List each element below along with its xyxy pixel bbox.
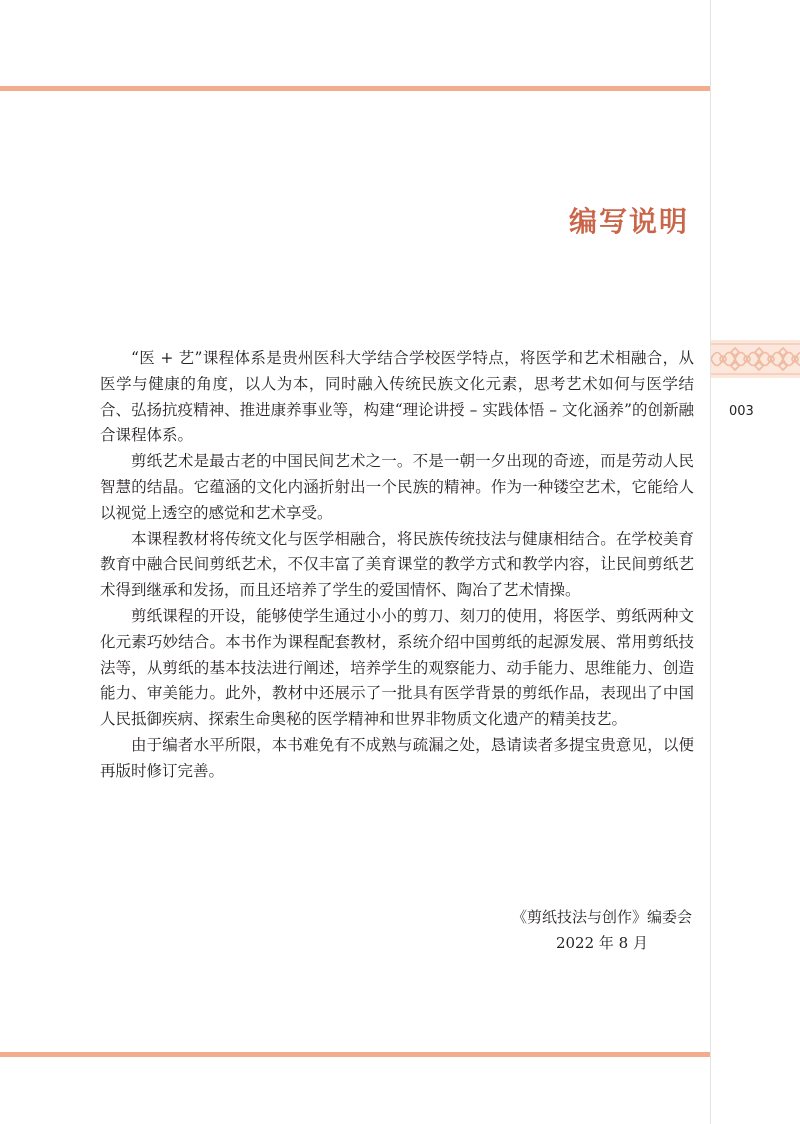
signature-date: 2022 年 8 月 bbox=[555, 934, 648, 952]
paragraph: “医 + 艺”课程体系是贵州医科大学结合学校医学特点，将医学和艺术相融合，从医学与健康的角度，以人为本，同时融入传统民族文化元素，思考艺术如何与医学结合、弘扬抗疫精神、推进康养事业等，构建“理论讲授 – 实践体悟 – 文化涵养”的创新融合课程体系。 bbox=[100, 349, 694, 445]
margin-line bbox=[710, 0, 711, 1124]
top-divider bbox=[0, 86, 710, 91]
paragraph: 本课程教材将传统文化与医学相融合，将民族传统技法与健康相结合。在学校美育教育中融合民间剪纸艺术，不仅丰富了美育课堂的教学方式和教学内容，让民间剪纸艺术得到继承和发扬，而且还培养了学生的爱国情怀、陶冶了艺术情操。 bbox=[100, 529, 694, 600]
page-number: 003 bbox=[729, 404, 754, 419]
page-title: 编写说明 bbox=[568, 205, 689, 238]
paragraph: 剪纸课程的开设，能够使学生通过小小的剪刀、刻刀的使用，将医学、剪纸两种文化元素巧妙结合。本书作为课程配套教材，系统介绍中国剪纸的起源发展、常用剪纸技法等，从剪纸的基本技法进行阐述，培养学生的观察能力、动手能力、思维能力、创造能力、审美能力。此外，教材中还展示了一批具有医学背景的剪纸作品，表现出了中国人民抵御疾病、探索生命奥秘的医学精神和世界非物质文化遗产的精美技艺。 bbox=[100, 606, 694, 729]
paragraph: 剪纸艺术是最古老的中国民间艺术之一。不是一朝一夕出现的奇迹，而是劳动人民智慧的结晶。它蕴涵的文化内涵折射出一个民族的精神。作为一种镂空艺术，它能给人以视觉上透空的感觉和艺术享受。 bbox=[100, 452, 694, 522]
papercut-pattern-icon bbox=[711, 340, 800, 378]
signature-block bbox=[512, 904, 692, 956]
paragraph: 由于编者水平所限，本书难免有不成熟与疏漏之处，恳请读者多提宝贵意见，以便再版时修订完善。 bbox=[100, 735, 694, 780]
bottom-divider bbox=[0, 1052, 710, 1057]
preface-body bbox=[100, 346, 694, 785]
editorial-committee: 《剪纸技法与创作》编委会 bbox=[511, 908, 692, 926]
